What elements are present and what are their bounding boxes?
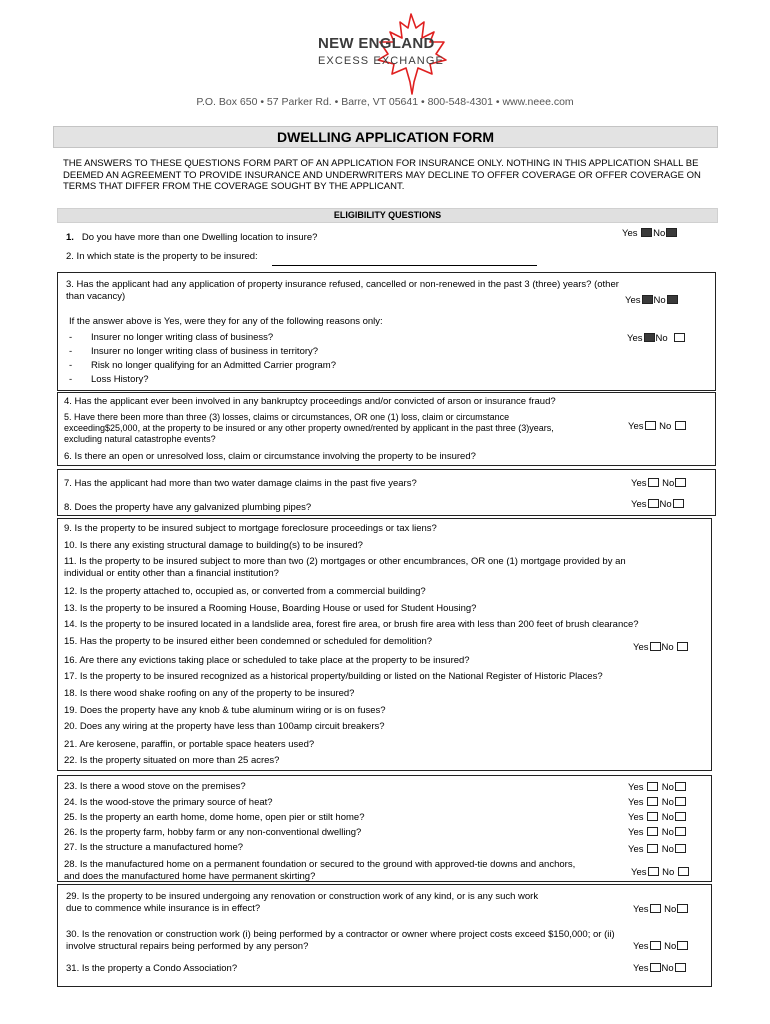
question-31: 31. Is the property a Condo Association?	[66, 963, 238, 974]
company-address: P.O. Box 650 • 57 Parker Rd. • Barre, VT 05641 • 800-548-4301 • www.neee.com	[196, 96, 574, 108]
q27-answer: Yes No	[628, 844, 687, 855]
q29-yes-checkbox[interactable]	[650, 904, 661, 913]
reason-3: Risk no longer qualifying for an Admitted Carrier program?	[91, 360, 337, 371]
q5-answer: Yes No	[628, 421, 687, 432]
q25-answer: Yes No	[628, 812, 687, 823]
question-1: 1. Do you have more than one Dwelling location to insure?	[66, 232, 318, 243]
form-title: DWELLING APPLICATION FORM	[53, 126, 718, 148]
q1-yes-checkbox[interactable]	[641, 228, 652, 237]
q24-yes-checkbox[interactable]	[647, 797, 658, 806]
reason-4: Loss History?	[91, 374, 149, 385]
question-9: 9. Is the property to be insured subject to mortgage foreclosure proceedings or tax liens?	[64, 523, 437, 534]
question-15: 15. Has the property to be insured either been condemned or scheduled for demolition?	[64, 636, 433, 647]
question-14: 14. Is the property to be insured located in a landslide area, forest fire area, or brush fire area with less than 200 feet of brush clearance?	[64, 619, 639, 630]
q3-reasons-answer: Yes No	[627, 333, 686, 344]
q8-yes-checkbox[interactable]	[648, 499, 659, 508]
question-5-line3: excluding natural catastrophe events?	[64, 434, 216, 444]
disclaimer-text: THE ANSWERS TO THESE QUESTIONS FORM PART OF AN APPLICATION FOR INSURANCE ONLY. NOTHING IN THIS APPLICATION SHALL BE DEEMED AN AGREEMENT TO PROVIDE INSURANCE AND UNDERWRITERS MAY DECLINE TO OFFER COVERAGE OR OFFER COVERAGE ON TERMS THAT DIFFER FROM THE COVERAGE SOUGHT BY THE APPLICANT.	[63, 158, 701, 192]
question-8: 8. Does the property have any galvanized plumbing pipes?	[64, 502, 312, 513]
question-5-line1: 5. Have there been more than three (3) losses, claims or circumstances, OR one (1) loss, claim or circumstance	[64, 412, 510, 422]
question-3-followup: If the answer above is Yes, were they for any of the following reasons only:	[69, 316, 383, 327]
question-27: 27. Is the structure a manufactured home?	[64, 842, 244, 853]
q31-answer: Yes No	[633, 963, 687, 974]
q3-answer: Yes No	[625, 295, 679, 306]
q15-answer: Yes No	[633, 642, 689, 653]
reason-dash: -	[69, 360, 73, 371]
brand-name-line2: EXCESS EXCHANGE	[318, 55, 444, 67]
q23-no-checkbox[interactable]	[675, 782, 686, 791]
q7-no-checkbox[interactable]	[675, 478, 686, 487]
question-24: 24. Is the wood-stove the primary source of heat?	[64, 797, 273, 808]
question-11-line1: 11. Is the property to be insured subject to more than two (2) mortgages or other encumbrances, OR one (1) mortgage provided by an	[64, 556, 626, 567]
q30-answer: Yes No	[633, 941, 689, 952]
question-23: 23. Is there a wood stove on the premises?	[64, 781, 246, 792]
reason-dash: -	[69, 374, 73, 385]
question-2: 2. In which state is the property to be insured:	[66, 251, 258, 262]
q3-yes-checkbox[interactable]	[642, 295, 653, 304]
q15-no-checkbox[interactable]	[677, 642, 688, 651]
q26-no-checkbox[interactable]	[675, 827, 686, 836]
question-7: 7. Has the applicant had more than two water damage claims in the past five years?	[64, 478, 417, 489]
question-19: 19. Does the property have any knob & tube aluminum wiring or is on fuses?	[64, 705, 386, 716]
q3-no-checkbox[interactable]	[667, 295, 678, 304]
question-13: 13. Is the property to be insured a Rooming House, Boarding House or used for Student Housing?	[64, 603, 477, 614]
q30-yes-checkbox[interactable]	[650, 941, 661, 950]
question-21: 21. Are kerosene, paraffin, or portable space heaters used?	[64, 739, 315, 750]
question-30-line2: involve structural repairs being performed by any person?	[66, 941, 309, 952]
letterhead	[0, 0, 770, 112]
q8-no-checkbox[interactable]	[673, 499, 684, 508]
question-20: 20. Does any wiring at the property have less than 100amp circuit breakers?	[64, 721, 385, 732]
question-5-line2: exceeding$25,000, at the property to be insured or any other property owned/rented by applicant in the past three (3)years,	[64, 423, 554, 433]
question-29-line2: due to commence while insurance is in effect?	[66, 903, 261, 914]
q28-answer: Yes No	[631, 867, 690, 878]
question-4: 4. Has the applicant ever been involved in any bankruptcy proceedings and/or convicted of arson or insurance fraud?	[64, 396, 556, 407]
q31-no-checkbox[interactable]	[675, 963, 686, 972]
q5-yes-checkbox[interactable]	[645, 421, 656, 430]
q27-yes-checkbox[interactable]	[647, 844, 658, 853]
q7-answer: Yes No	[631, 478, 687, 489]
q3-reasons-no-checkbox[interactable]	[674, 333, 685, 342]
q24-no-checkbox[interactable]	[675, 797, 686, 806]
q7-yes-checkbox[interactable]	[648, 478, 659, 487]
question-18: 18. Is there wood shake roofing on any of the property to be insured?	[64, 688, 355, 699]
q23-answer: Yes No	[628, 782, 687, 793]
q1-answer: Yes No	[622, 228, 678, 239]
q5-no-checkbox[interactable]	[675, 421, 686, 430]
state-input-line[interactable]	[272, 265, 537, 266]
q26-answer: Yes No	[628, 827, 687, 838]
question-30-line1: 30. Is the renovation or construction work (i) being performed by a contractor or owner where project costs exceed $150,000; or (ii)	[66, 929, 615, 940]
q25-yes-checkbox[interactable]	[647, 812, 658, 821]
question-16: 16. Are there any evictions taking place or scheduled to take place at the property to be insured?	[64, 655, 470, 666]
q31-yes-checkbox[interactable]	[650, 963, 661, 972]
q3-reasons-yes-checkbox[interactable]	[644, 333, 655, 342]
question-28-line1: 28. Is the manufactured home on a permanent foundation or secured to the ground with approved-tie downs and anchors,	[64, 859, 576, 870]
q28-yes-checkbox[interactable]	[648, 867, 659, 876]
question-3-line1: 3. Has the applicant had any application of property insurance refused, cancelled or non-renewed in the past 3 (three) years? (other	[66, 279, 619, 290]
q27-no-checkbox[interactable]	[675, 844, 686, 853]
question-22: 22. Is the property situated on more than 25 acres?	[64, 755, 280, 766]
q29-no-checkbox[interactable]	[677, 904, 688, 913]
reason-2: Insurer no longer writing class of business in territory?	[91, 346, 319, 357]
eligibility-heading: ELIGIBILITY QUESTIONS	[57, 208, 718, 223]
reason-1: Insurer no longer writing class of business?	[91, 332, 274, 343]
question-3-line2: than vacancy)	[66, 291, 126, 302]
q24-answer: Yes No	[628, 797, 687, 808]
question-28-line2: and does the manufactured home have permanent skirting?	[64, 871, 316, 882]
question-12: 12. Is the property attached to, occupied as, or converted from a commercial building?	[64, 586, 426, 597]
question-10: 10. Is there any existing structural damage to building(s) to be insured?	[64, 540, 363, 551]
question-25: 25. Is the property an earth home, dome home, open pier or stilt home?	[64, 812, 365, 823]
reason-dash: -	[69, 346, 73, 357]
q23-yes-checkbox[interactable]	[647, 782, 658, 791]
q26-yes-checkbox[interactable]	[647, 827, 658, 836]
q25-no-checkbox[interactable]	[675, 812, 686, 821]
q8-answer: Yes No	[631, 499, 685, 510]
q28-no-checkbox[interactable]	[678, 867, 689, 876]
q15-yes-checkbox[interactable]	[650, 642, 661, 651]
question-11-line2: individual or entity other than a financial institution?	[64, 568, 279, 579]
brand-name-line1: NEW ENGLAND	[318, 35, 435, 52]
maple-leaf-logo-icon	[372, 12, 450, 96]
question-29-line1: 29. Is the property to be insured undergoing any renovation or construction work of any kind, or is any such work	[66, 891, 539, 902]
question-26: 26. Is the property farm, hobby farm or any non-conventional dwelling?	[64, 827, 362, 838]
question-6: 6. Is there an open or unresolved loss, claim or circumstance involving the property to be insured?	[64, 451, 476, 462]
question-17: 17. Is the property to be insured recognized as a historical property/building or listed on the National Register of Historic Places?	[64, 671, 603, 682]
q29-answer: Yes No	[633, 904, 689, 915]
reason-dash: -	[69, 332, 73, 343]
q1-no-checkbox[interactable]	[666, 228, 677, 237]
q30-no-checkbox[interactable]	[677, 941, 688, 950]
